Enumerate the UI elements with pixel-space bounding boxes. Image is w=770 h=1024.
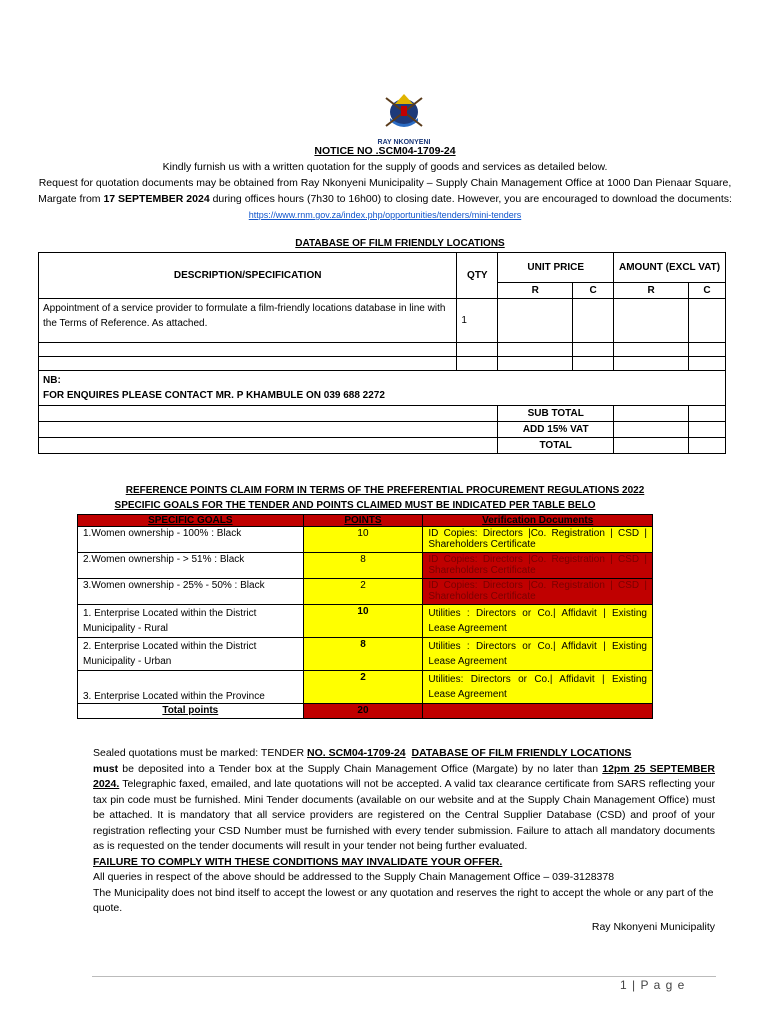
preference-title: REFERENCE POINTS CLAIM FORM IN TERMS OF THE PREFERENTIAL PROCUREMENT REGULATIONS 2022 [125,485,645,496]
verification-cell: ID Copies: Directors |Co. Registration | CSD | Shareholders Certificate [423,579,653,605]
empty-cell [457,357,498,371]
points-cell: 8 [303,638,423,671]
queries-text: All queries in respect of the above should be addressed to the Supply Chain Management Office – 039-3128378 [93,871,615,883]
disclaimer-text: The Municipality does not bind itself to accept the lowest or any quotation and reserves the right to accept the whole or any part of the quote. [93,886,714,914]
verification-cell: ID Copies: Directors |Co. Registration | CSD | Shareholders Certificate [423,553,653,579]
empty-cell [39,422,498,438]
total-label: TOTAL [498,438,614,454]
item-description: Appointment of a service provider to formulate a film-friendly locations database in line with the Terms of Reference. As attached. [39,299,457,343]
verification-cell: ID Copies: Directors |Co. Registration | CSD | Shareholders Certificate [423,527,653,553]
points-cell: 8 [303,553,423,579]
enquiries-note [39,371,726,406]
total-points-label: Total points [78,704,304,719]
intro-date: 17 SEPTEMBER 2024 [103,193,210,205]
intro-text [20,159,750,223]
sub-total-r[interactable] [614,406,689,422]
vat-label: ADD 15% VAT [498,422,614,438]
item-unit-r[interactable] [498,299,573,343]
page-label: | P a g e [632,978,686,992]
item-amount-c[interactable] [689,299,726,343]
tender-number: NO. SCM04-1709-24 [307,747,406,759]
submission-text-b: be deposited into a Tender box at the Supply Chain Management Office (Margate) by no later than [118,762,603,775]
signoff: Ray Nkonyeni Municipality [591,920,715,933]
preference-subtitle-text: SPECIFIC GOALS FOR THE TENDER AND POINTS CLAIMED MUST BE INDICATED PER TABLE BELO [114,500,596,511]
intro-line-1: Kindly furnish us with a written quotation for the supply of goods and services as detailed below. [162,161,608,173]
unit-price-c-header: C [573,283,614,299]
preference-subtitle [0,500,710,511]
goal-cell: 1.Women ownership - 100% : Black [78,527,304,553]
unit-price-r-header: R [498,283,573,299]
sub-total-c[interactable] [689,406,726,422]
nb-label: NB: [43,375,61,386]
empty-cell [39,357,457,371]
empty-cell [498,357,573,371]
empty-cell [573,343,614,357]
hdr-points: POINTS [303,515,423,527]
verification-cell: Utilities : Directors or Co.| Affidavit | Existing Lease Agreement [423,638,653,671]
vat-r[interactable] [614,422,689,438]
col-amount-header: AMOUNT (EXCL VAT) [614,253,726,283]
closing-deadline: 12pm 25 SEPTEMBER 2024. [93,762,715,790]
col-unit-price-header: UNIT PRICE [498,253,614,283]
page-footer [620,978,685,992]
footer-divider [92,976,716,977]
points-cell: 2 [303,671,423,704]
verification-cell: Utilities: Directors or Co.| Affidavit | Existing Lease Agreement [423,671,653,704]
intro-text-a: Request for quotation documents may be obtained from Ray Nkonyeni Municipality – Supply Chain Management Office at 1000 Dan Pienaar Square, Margate from [38,177,732,205]
total-verification-cell [423,704,653,719]
total-r[interactable] [614,438,689,454]
item-qty: 1 [457,299,498,343]
goal-cell: 1. Enterprise Located within the District Municipality - Rural [78,605,304,638]
empty-cell [457,343,498,357]
municipality-logo [372,90,436,146]
verification-cell: Utilities : Directors or Co.| Affidavit | Existing Lease Agreement [423,605,653,638]
logo-label: RAY NKONYENI [377,139,431,146]
tenders-link[interactable]: https://www.rnm.gov.za/index.php/opportunities/tenders/mini-tenders [248,210,522,220]
empty-cell [614,343,689,357]
goal-cell: 3. Enterprise Located within the Province [78,671,304,704]
enquiries-contact: FOR ENQUIRES PLEASE CONTACT MR. P KHAMBULE ON 039 688 2272 [43,390,385,401]
points-cell: 10 [303,527,423,553]
total-points-value: 20 [303,704,423,719]
empty-cell [39,343,457,357]
hdr-verification: Verification Documents [423,515,653,527]
tender-title: DATABASE OF FILM FRIENDLY LOCATIONS [411,747,632,759]
must-word: must [93,762,119,775]
empty-cell [689,343,726,357]
points-cell: 10 [303,605,423,638]
goal-cell: 2.Women ownership - > 51% : Black [78,553,304,579]
vat-c[interactable] [689,422,726,438]
goal-cell: 3.Women ownership - 25% - 50% : Black [78,579,304,605]
sub-total-label: SUB TOTAL [498,406,614,422]
instructions [93,746,715,935]
item-amount-r[interactable] [614,299,689,343]
empty-cell [498,343,573,357]
col-qty-header: QTY [457,253,498,299]
preference-points-table [77,514,653,719]
page-number: 1 [620,978,628,992]
submission-paragraph [93,746,715,855]
compliance-warning: FAILURE TO COMPLY WITH THESE CONDITIONS MAY INVALIDATE YOUR OFFER. [93,855,503,868]
submission-text-c: Telegraphic faxed, emailed, and late quotations will not be accepted. A valid tax clearance certificate from SARS reflecting your tax pin code must be furnished. Mini Tender documents (available on our website and at the Supply Chain Management Office) must be attached. It is mandatory that all service providers are registered on the Central Supplier Database (CSD) and proof of your registration reflecting your CSD Number must be furnished with every tender submission. Failure to attach all mandatory documents as is requested on the tender documents will result in your tender not being further evaluated. [93,778,715,852]
hdr-specific-goals: SPECIFIC GOALS [78,515,304,527]
total-c[interactable] [689,438,726,454]
intro-line-2 [20,175,750,223]
intro-text-b: during offices hours (7h30 to 16h00) to closing date. However, you are encouraged to download the documents: [209,193,732,205]
item-unit-c[interactable] [573,299,614,343]
notice-number: NOTICE NO .SCM04-1709-24 [314,145,456,157]
points-cell: 2 [303,579,423,605]
amount-c-header: C [689,283,726,299]
submission-text-a: Sealed quotations must be marked: TENDER [93,747,307,759]
col-description-header: DESCRIPTION/SPECIFICATION [39,253,457,299]
empty-cell [689,357,726,371]
quotation-table [38,252,726,454]
amount-r-header: R [614,283,689,299]
empty-cell [573,357,614,371]
goal-cell: 2. Enterprise Located within the District Municipality - Urban [78,638,304,671]
empty-cell [39,406,498,422]
database-title: DATABASE OF FILM FRIENDLY LOCATIONS [295,238,505,249]
empty-cell [39,438,498,454]
empty-cell [614,357,689,371]
